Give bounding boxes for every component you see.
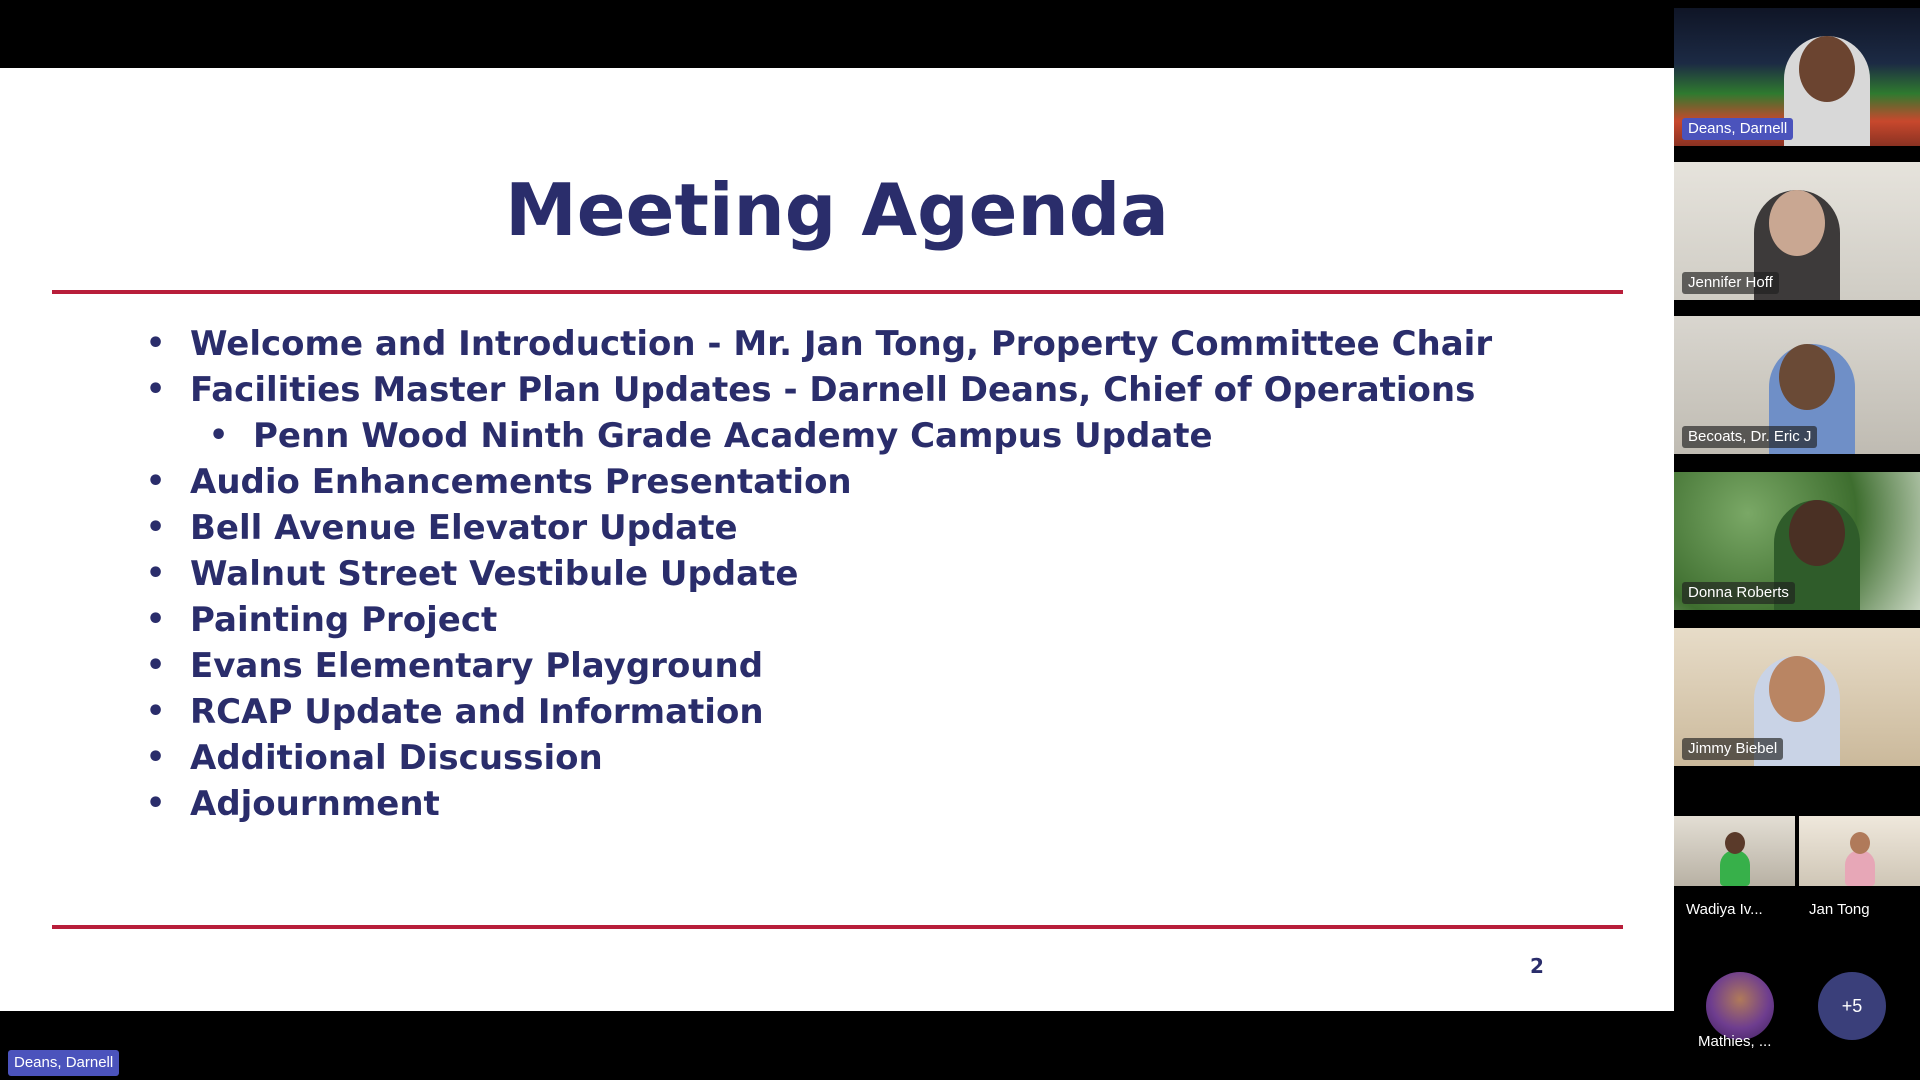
- agenda-item: [146, 689, 764, 735]
- participant-avatar[interactable]: [1706, 972, 1774, 1040]
- bullet-icon: •: [146, 602, 166, 637]
- participant-tile-becoats[interactable]: [1674, 316, 1920, 454]
- agenda-item-text: RCAP Update and Information: [190, 692, 764, 732]
- agenda-item-text: Welcome and Introduction - Mr. Jan Tong, Property Committee Chair: [190, 324, 1493, 364]
- bullet-icon: •: [146, 556, 166, 591]
- slide-top-rule: [52, 290, 1623, 294]
- participant-head: [1779, 344, 1835, 410]
- split-participant-tile: [1674, 816, 1920, 926]
- agenda-item-text: Painting Project: [190, 600, 498, 640]
- bullet-icon: •: [146, 740, 166, 775]
- bullet-icon: •: [146, 464, 166, 499]
- presenter-label: Deans, Darnell: [8, 1050, 119, 1076]
- participant-name: Jimmy Biebel: [1682, 738, 1783, 760]
- participant-head: [1799, 36, 1855, 102]
- agenda-item: [146, 551, 799, 597]
- participant-tile-jennifer-hoff[interactable]: [1674, 162, 1920, 300]
- bullet-icon: •: [209, 418, 229, 453]
- participant-tile-jan-tong[interactable]: [1799, 816, 1920, 886]
- bullet-icon: •: [146, 372, 166, 407]
- participant-head: [1850, 832, 1870, 854]
- bullet-icon: •: [146, 694, 166, 729]
- agenda-item: [146, 459, 852, 505]
- agenda-item-text: Audio Enhancements Presentation: [190, 462, 852, 502]
- agenda-item: [146, 367, 1476, 413]
- participant-tile-deans-darnell[interactable]: [1674, 8, 1920, 146]
- participant-head: [1769, 656, 1825, 722]
- agenda-item: [146, 597, 498, 643]
- agenda-item-text: Walnut Street Vestibule Update: [190, 554, 799, 594]
- participant-name: Wadiya Iv...: [1686, 901, 1763, 918]
- participant-name: Mathies, ...: [1698, 1033, 1772, 1050]
- participant-name: Jennifer Hoff: [1682, 272, 1779, 294]
- agenda-item-text: Penn Wood Ninth Grade Academy Campus Update: [253, 416, 1213, 456]
- agenda-item-text: Adjournment: [190, 784, 440, 824]
- participant-figure: [1845, 850, 1875, 886]
- slide-title: Meeting Agenda: [505, 168, 1169, 252]
- participant-tile-wadiya[interactable]: [1674, 816, 1795, 886]
- participant-name: Becoats, Dr. Eric J: [1682, 426, 1817, 448]
- agenda-item-text: Facilities Master Plan Updates - Darnell Deans, Chief of Operations: [190, 370, 1476, 410]
- participant-head: [1725, 832, 1745, 854]
- slide-bottom-rule: [52, 925, 1623, 929]
- participant-name: Deans, Darnell: [1682, 118, 1793, 140]
- agenda-item-text: Additional Discussion: [190, 738, 603, 778]
- agenda-item-text: Evans Elementary Playground: [190, 646, 764, 686]
- participant-figure: [1720, 850, 1750, 886]
- agenda-item: [146, 321, 1493, 367]
- agenda-item: [209, 413, 1213, 459]
- bullet-icon: •: [146, 326, 166, 361]
- participant-name: Jan Tong: [1809, 901, 1870, 918]
- participant-tile-donna-roberts[interactable]: [1674, 472, 1920, 610]
- agenda-item-text: Bell Avenue Elevator Update: [190, 508, 738, 548]
- participant-tile-jimmy-biebel[interactable]: [1674, 628, 1920, 766]
- agenda-item: [146, 735, 603, 781]
- slide-page-number: 2: [1530, 954, 1544, 978]
- agenda-item: [146, 505, 738, 551]
- more-participants-button[interactable]: +5: [1818, 972, 1886, 1040]
- agenda-item: [146, 781, 440, 827]
- bullet-icon: •: [146, 648, 166, 683]
- shared-slide: [0, 68, 1674, 1011]
- bullet-icon: •: [146, 786, 166, 821]
- bullet-icon: •: [146, 510, 166, 545]
- participant-head: [1769, 190, 1825, 256]
- agenda-item: [146, 643, 764, 689]
- participant-name: Donna Roberts: [1682, 582, 1795, 604]
- participant-head: [1789, 500, 1845, 566]
